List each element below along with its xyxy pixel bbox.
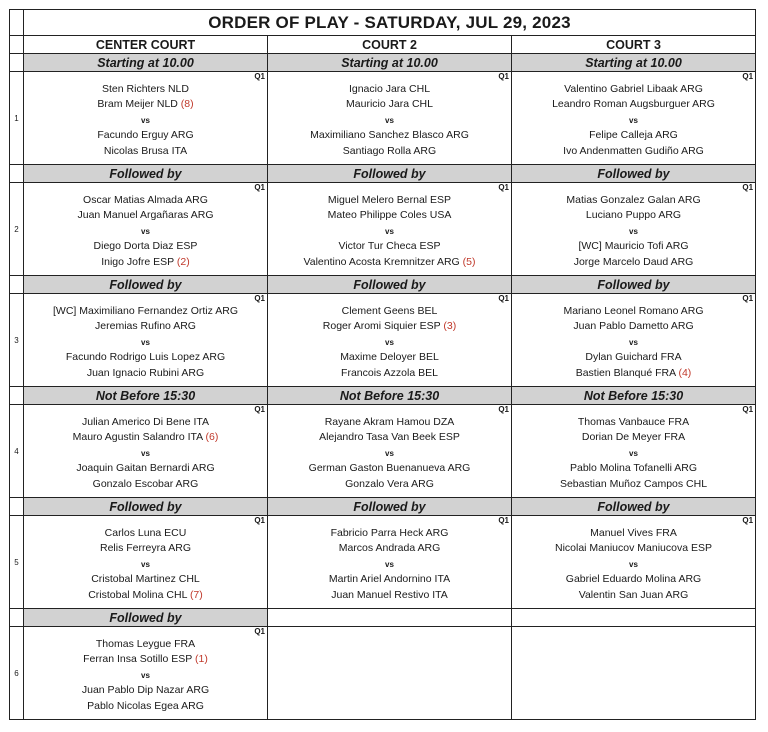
player-name-line <box>268 589 511 601</box>
time-band <box>512 609 756 627</box>
time-band-row <box>10 276 756 294</box>
player-name: Sten Richters NLD <box>102 83 189 95</box>
match-cell <box>24 627 268 720</box>
player-name-line <box>24 462 267 474</box>
player-name-line <box>24 320 267 332</box>
player-name-line <box>268 527 511 539</box>
player-name-line <box>24 305 267 317</box>
seed-number: (8) <box>180 98 194 110</box>
time-band: Followed by <box>268 276 512 294</box>
round-tag: Q1 <box>254 183 265 192</box>
versus-label: vs <box>141 227 150 236</box>
player-name: Pablo Molina Tofanelli ARG <box>569 462 698 474</box>
match-cell <box>268 72 512 165</box>
time-band: Starting at 10.00 <box>268 54 512 72</box>
versus-label: vs <box>385 338 394 347</box>
match-cell <box>24 516 268 609</box>
versus-label: vs <box>141 116 150 125</box>
seed-number: (6) <box>205 431 219 443</box>
time-band: Followed by <box>512 498 756 516</box>
player-name-line <box>24 129 267 141</box>
band-spacer <box>10 387 24 405</box>
time-band: Not Before 15:30 <box>512 387 756 405</box>
player-name: Maximiliano Sanchez Blasco ARG <box>310 129 469 141</box>
match-row <box>10 72 756 165</box>
round-tag: Q1 <box>498 183 509 192</box>
player-name-line <box>268 478 511 490</box>
player-name-line <box>268 83 511 95</box>
player-name: Dylan Guichard FRA <box>585 351 682 363</box>
player-name-line <box>24 98 267 110</box>
player-name: Miguel Melero Bernal ESP <box>327 194 452 206</box>
match-cell <box>512 183 756 276</box>
player-name: Alejandro Tasa Van Beek ESP <box>319 431 460 443</box>
player-name-line <box>512 305 755 317</box>
versus-label: vs <box>629 227 638 236</box>
player-name-line <box>268 431 511 443</box>
player-name: Nicolai Maniucov Maniucova ESP <box>555 542 712 554</box>
player-name-line <box>24 194 267 206</box>
player-name: Joaquin Gaitan Bernardi ARG <box>76 462 215 474</box>
player-name: Facundo Erguy ARG <box>97 129 194 141</box>
band-spacer <box>10 165 24 183</box>
player-name-line <box>512 367 755 379</box>
player-name-line <box>268 320 511 332</box>
player-name: Valentino Gabriel Libaak ARG <box>564 83 703 95</box>
band-spacer <box>10 276 24 294</box>
player-name: Juan Manuel Argañaras ARG <box>77 209 214 221</box>
player-name: Santiago Rolla ARG <box>342 145 437 157</box>
match-cell <box>512 516 756 609</box>
player-name: Jeremias Rufino ARG <box>95 320 196 332</box>
player-name: Matias Gonzalez Galan ARG <box>566 194 701 206</box>
player-name: [WC] Maximiliano Fernandez Ortiz ARG <box>53 305 238 317</box>
player-name-line <box>24 527 267 539</box>
versus-label: vs <box>385 560 394 569</box>
time-band <box>268 609 512 627</box>
player-name-line <box>268 305 511 317</box>
player-name-line <box>512 431 755 443</box>
player-name: Cristobal Molina CHL <box>88 589 188 601</box>
round-tag: Q1 <box>742 516 754 525</box>
court-header-center: CENTER COURT <box>24 36 268 54</box>
match-cell <box>512 627 756 720</box>
player-name-line <box>268 462 511 474</box>
versus-label: vs <box>141 449 150 458</box>
player-name: Thomas Leygue FRA <box>95 638 196 650</box>
player-name-line <box>512 462 755 474</box>
match-cell <box>512 72 756 165</box>
player-name: Manuel Vives FRA <box>590 527 677 539</box>
row-number: 5 <box>10 516 24 609</box>
player-name-line <box>24 240 267 252</box>
time-band-row <box>10 165 756 183</box>
time-band: Followed by <box>512 276 756 294</box>
versus-label: vs <box>141 338 150 347</box>
player-name-line <box>24 83 267 95</box>
match-cell <box>24 294 268 387</box>
player-name: Gonzalo Escobar ARG <box>92 478 199 490</box>
player-name-line <box>24 209 267 221</box>
band-spacer <box>10 498 24 516</box>
player-name-line <box>512 256 755 268</box>
match-cell <box>268 294 512 387</box>
player-name-line <box>512 145 755 157</box>
player-name-line <box>512 240 755 252</box>
player-name: Valentino Acosta Kremnitzer ARG <box>303 256 460 268</box>
round-tag: Q1 <box>254 72 265 81</box>
player-name-line <box>24 684 267 696</box>
row-number: 1 <box>10 72 24 165</box>
player-name: Mauricio Jara CHL <box>346 98 433 110</box>
player-name-line <box>512 320 755 332</box>
player-name-line <box>268 209 511 221</box>
time-band: Followed by <box>268 165 512 183</box>
player-name-line <box>512 527 755 539</box>
player-name: Facundo Rodrigo Luis Lopez ARG <box>65 351 226 363</box>
player-name: Gabriel Eduardo Molina ARG <box>565 573 702 585</box>
match-cell <box>24 183 268 276</box>
time-band-row <box>10 498 756 516</box>
time-band: Starting at 10.00 <box>512 54 756 72</box>
versus-label: vs <box>385 449 394 458</box>
player-name-line <box>268 129 511 141</box>
match-row <box>10 516 756 609</box>
court-header-3: COURT 3 <box>512 36 756 54</box>
player-name: Martin Ariel Andornino ITA <box>328 573 451 585</box>
player-name: Leandro Roman Augsburguer ARG <box>552 98 715 110</box>
player-name-line <box>512 194 755 206</box>
time-band: Followed by <box>24 609 268 627</box>
player-name: German Gaston Buenanueva ARG <box>308 462 471 474</box>
player-name-line <box>24 653 267 665</box>
round-tag: Q1 <box>742 405 754 414</box>
round-tag: Q1 <box>498 516 509 525</box>
round-tag: Q1 <box>254 294 265 303</box>
round-tag: Q1 <box>742 294 754 303</box>
round-tag: Q1 <box>254 627 265 636</box>
player-name: Mateo Philippe Coles USA <box>327 209 452 221</box>
match-cell <box>268 627 512 720</box>
player-name: Rayane Akram Hamou DZA <box>324 416 455 428</box>
time-band: Not Before 15:30 <box>24 387 268 405</box>
row-number: 3 <box>10 294 24 387</box>
player-name: Roger Aromi Siquier ESP <box>322 320 441 332</box>
player-name-line <box>24 573 267 585</box>
player-name: Clement Geens BEL <box>341 305 438 317</box>
player-name-line <box>268 416 511 428</box>
match-row <box>10 294 756 387</box>
player-name-line <box>24 542 267 554</box>
player-name: Oscar Matias Almada ARG <box>83 194 208 206</box>
match-cell <box>512 405 756 498</box>
player-name-line <box>512 416 755 428</box>
player-name: Gonzalo Vera ARG <box>345 478 434 490</box>
player-name: Diego Dorta Diaz ESP <box>93 240 198 252</box>
player-name-line <box>512 351 755 363</box>
player-name-line <box>268 351 511 363</box>
time-band-row <box>10 387 756 405</box>
match-row <box>10 405 756 498</box>
versus-label: vs <box>629 449 638 458</box>
player-name: Juan Manuel Restivo ITA <box>331 589 448 601</box>
player-name-line <box>512 98 755 110</box>
band-spacer <box>10 54 24 72</box>
player-name-line <box>512 83 755 95</box>
row-number: 4 <box>10 405 24 498</box>
player-name: [WC] Mauricio Tofi ARG <box>578 240 689 252</box>
player-name-line <box>268 240 511 252</box>
player-name-line <box>512 129 755 141</box>
player-name: Valentin San Juan ARG <box>578 589 689 601</box>
player-name-line <box>512 589 755 601</box>
match-cell <box>24 72 268 165</box>
time-band: Followed by <box>24 165 268 183</box>
player-name: Ignacio Jara CHL <box>348 83 431 95</box>
player-name: Relis Ferreyra ARG <box>99 542 192 554</box>
player-name: Carlos Luna ECU <box>104 527 187 539</box>
versus-label: vs <box>385 116 394 125</box>
row-number: 6 <box>10 627 24 720</box>
round-tag: Q1 <box>254 405 265 414</box>
player-name-line <box>24 367 267 379</box>
match-cell <box>24 405 268 498</box>
player-name: Ferran Insa Sotillo ESP <box>83 653 193 665</box>
player-name: Mauro Agustin Salandro ITA <box>72 431 203 443</box>
seed-number: (5) <box>462 256 476 268</box>
time-band: Followed by <box>268 498 512 516</box>
time-band: Followed by <box>24 276 268 294</box>
match-cell <box>268 183 512 276</box>
player-name-line <box>24 145 267 157</box>
time-band: Followed by <box>512 165 756 183</box>
round-tag: Q1 <box>498 72 509 81</box>
player-name-line <box>24 431 267 443</box>
versus-label: vs <box>141 671 150 680</box>
match-row <box>10 183 756 276</box>
page-title: ORDER OF PLAY - SATURDAY, JUL 29, 2023 <box>24 10 756 36</box>
player-name: Juan Pablo Dip Nazar ARG <box>81 684 210 696</box>
seed-number: (1) <box>195 653 208 665</box>
player-name-line <box>512 478 755 490</box>
player-name: Victor Tur Checa ESP <box>338 240 441 252</box>
player-name: Inigo Jofre ESP <box>101 256 174 268</box>
player-name: Fabricio Parra Heck ARG <box>330 527 449 539</box>
player-name: Luciano Puppo ARG <box>585 209 682 221</box>
player-name: Bram Meijer NLD <box>97 98 178 110</box>
player-name: Mariano Leonel Romano ARG <box>563 305 704 317</box>
player-name: Dorian De Meyer FRA <box>581 431 686 443</box>
player-name: Francois Azzola BEL <box>341 367 438 379</box>
time-band: Not Before 15:30 <box>268 387 512 405</box>
player-name-line <box>268 367 511 379</box>
player-name: Bastien Blanqué FRA <box>575 367 676 379</box>
round-tag: Q1 <box>498 294 509 303</box>
player-name: Maxime Deloyer BEL <box>340 351 439 363</box>
player-name-line <box>268 98 511 110</box>
player-name: Juan Pablo Dametto ARG <box>573 320 694 332</box>
player-name-line <box>268 542 511 554</box>
player-name: Ivo Andenmatten Gudiño ARG <box>563 145 704 157</box>
time-band: Followed by <box>24 498 268 516</box>
player-name-line <box>24 478 267 490</box>
player-name: Juan Ignacio Rubini ARG <box>86 367 205 379</box>
player-name-line <box>268 194 511 206</box>
band-spacer <box>10 609 24 627</box>
match-row <box>10 627 756 720</box>
player-name: Sebastian Muñoz Campos CHL <box>559 478 708 490</box>
player-name-line <box>512 209 755 221</box>
player-name: Julian Americo Di Bene ITA <box>81 416 210 428</box>
player-name: Thomas Vanbauce FRA <box>577 416 690 428</box>
player-name-line <box>24 351 267 363</box>
player-name-line <box>24 589 267 601</box>
time-band-row <box>10 609 756 627</box>
match-cell <box>268 516 512 609</box>
player-name-line <box>268 145 511 157</box>
order-of-play-table <box>9 9 756 720</box>
match-cell <box>268 405 512 498</box>
round-tag: Q1 <box>498 405 509 414</box>
seed-number: (3) <box>443 320 457 332</box>
court-header-2: COURT 2 <box>268 36 512 54</box>
seed-number: (4) <box>678 367 692 379</box>
player-name-line <box>24 256 267 268</box>
player-name-line <box>24 638 267 650</box>
player-name-line <box>268 573 511 585</box>
player-name-line <box>512 542 755 554</box>
round-tag: Q1 <box>742 183 754 192</box>
versus-label: vs <box>141 560 150 569</box>
player-name: Felipe Calleja ARG <box>589 129 678 141</box>
player-name-line <box>268 256 511 268</box>
row-number: 2 <box>10 183 24 276</box>
versus-label: vs <box>385 227 394 236</box>
player-name: Pablo Nicolas Egea ARG <box>87 700 204 712</box>
match-cell <box>512 294 756 387</box>
player-name: Cristobal Martinez CHL <box>91 573 200 585</box>
versus-label: vs <box>629 338 638 347</box>
player-name: Nicolas Brusa ITA <box>103 145 188 157</box>
player-name-line <box>24 416 267 428</box>
round-tag: Q1 <box>254 516 265 525</box>
player-name-line <box>24 700 267 712</box>
time-band-row <box>10 54 756 72</box>
player-name: Jorge Marcelo Daud ARG <box>573 256 694 268</box>
versus-label: vs <box>629 116 638 125</box>
time-band: Starting at 10.00 <box>24 54 268 72</box>
versus-label: vs <box>629 560 638 569</box>
player-name: Marcos Andrada ARG <box>338 542 441 554</box>
player-name-line <box>512 573 755 585</box>
seed-number: (7) <box>189 589 203 601</box>
seed-number: (2) <box>176 256 190 268</box>
round-tag: Q1 <box>742 72 754 81</box>
